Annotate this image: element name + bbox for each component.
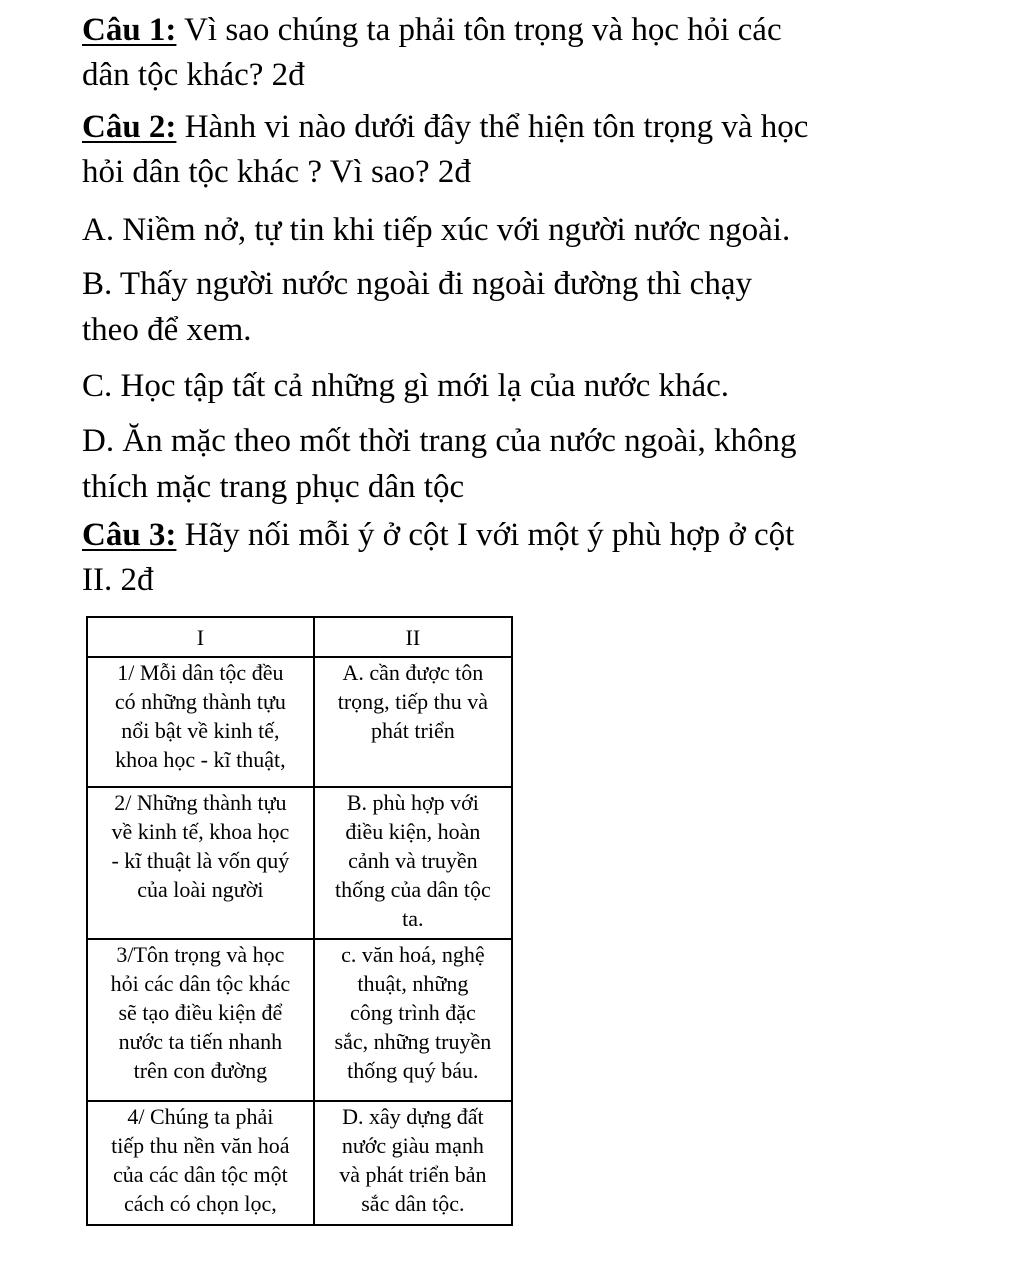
question-3-line-1 (82, 515, 794, 555)
cell-text: 1/ Mỗi dân tộc đều có những thành tựu nổi bật về kinh tế, khoa học - kĩ thuật, (114, 660, 286, 772)
table-cell-col1 (87, 1101, 314, 1225)
table-row (87, 939, 512, 1101)
column-1-header: I (87, 617, 314, 657)
question-1-text: Vì sao chúng ta phải tôn trọng và học hỏi các (176, 12, 782, 48)
table-row (87, 787, 512, 939)
cell-text: 4/ Chúng ta phải tiếp thu nền văn hoá của các dân tộc một cách có chọn lọc, (111, 1104, 290, 1216)
cell-text: 2/ Những thành tựu về kinh tế, khoa học - kĩ thuật là vốn quý của loài người (111, 790, 290, 902)
question-1-label: Câu 1: (82, 12, 177, 48)
table-cell-col2 (314, 787, 512, 939)
question-3-text: Hãy nối mỗi ý ở cột I với một ý phù hợp ở cột (176, 517, 795, 553)
option-d-line-2: thích mặc trang phục dân tộc (82, 469, 465, 505)
table-cell-col2 (314, 1101, 512, 1225)
option-b-line-1: B. Thấy người nước ngoài đi ngoài đường thì chạy (82, 266, 752, 302)
table-cell-col2 (314, 939, 512, 1101)
cell-text: A. cần được tôn trọng, tiếp thu và phát triển (337, 660, 489, 743)
table-row (87, 657, 512, 787)
table-cell-col1 (87, 939, 314, 1101)
question-3-line-2: II. 2đ (82, 562, 154, 598)
cell-text: c. văn hoá, nghệ thuật, những công trình đặc sắc, những truyền thống quý báu. (334, 942, 492, 1083)
question-2-line-2: hỏi dân tộc khác ? Vì sao? 2đ (82, 154, 471, 190)
column-2-header: II (314, 617, 512, 657)
question-3-label: Câu 3: (82, 517, 177, 553)
question-2-label: Câu 2: (82, 109, 177, 145)
cell-text: 3/Tôn trọng và học hỏi các dân tộc khác sẽ tạo điều kiện để nước ta tiến nhanh trên con đường (110, 942, 291, 1083)
table-cell-col1 (87, 657, 314, 787)
option-d-line-1: D. Ăn mặc theo mốt thời trang của nước ngoài, không (82, 423, 797, 459)
table-header-row (87, 617, 512, 657)
option-a: A. Niềm nở, tự tin khi tiếp xúc với người nước ngoài. (82, 212, 791, 248)
question-1-line-2: dân tộc khác? 2đ (82, 57, 305, 93)
table-cell-col2 (314, 657, 512, 787)
question-1-line-1 (82, 10, 782, 50)
question-2-text: Hành vi nào dưới đây thể hiện tôn trọng và học (176, 109, 809, 145)
option-b-line-2: theo để xem. (82, 312, 252, 348)
cell-text: D. xây dựng đất nước giàu mạnh và phát triển bản sắc dân tộc. (339, 1104, 487, 1216)
table-row (87, 1101, 512, 1225)
matching-table (86, 616, 513, 1226)
table-cell-col1 (87, 787, 314, 939)
option-c: C. Học tập tất cả những gì mới lạ của nước khác. (82, 368, 730, 404)
question-2-line-1 (82, 107, 808, 147)
cell-text: B. phù hợp với điều kiện, hoàn cảnh và truyền thống của dân tộc ta. (334, 790, 491, 931)
